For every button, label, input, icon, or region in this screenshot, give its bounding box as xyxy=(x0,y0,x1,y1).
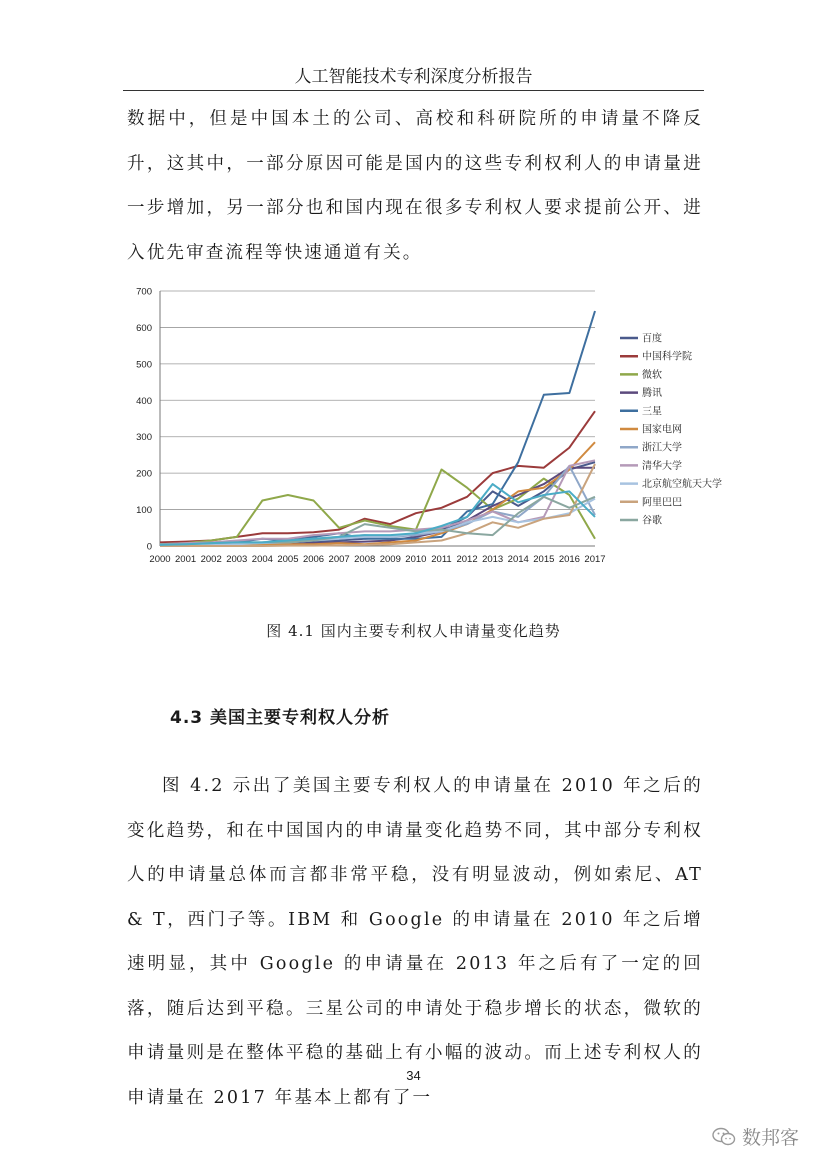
x-tick-label: 2015 xyxy=(533,554,555,565)
x-tick-label: 2009 xyxy=(379,554,401,565)
legend-label: 浙江大学 xyxy=(642,442,682,454)
page-number: 34 xyxy=(406,1068,421,1083)
y-tick-label: 400 xyxy=(136,395,152,407)
legend-label: 谷歌 xyxy=(642,515,662,527)
report-header-title: 人工智能技术专利深度分析报告 xyxy=(294,67,533,87)
intro-paragraph: 数据中，但是中国本土的公司、高校和科研院所的申请量不降反升，这其中，一部分原因可能是国内的这些专利权利人的申请量进一步增加，另一部分也和国内现在很多专利权人要求提前公开、进入优先审查流程等快速通道有关。 xyxy=(127,109,703,263)
header-divider xyxy=(123,90,704,91)
body-paragraph: 图 4.2 示出了美国主要专利权人的申请量在 2010 年之后的变化趋势，和在中国国内的申请量变化趋势不同，其中部分专利权人的申请量总体而言都非常平稳，没有明显波动，例如索尼、AT & T，西门子等。IBM 和 Google 的申请量在 2010 年之后增速明显，其中 Google 的申请量在 2013 年之后有了一定的回落，随后达到平稳。三星公司的申请处于稳步增长的状态，微软的申请量则是在整体平稳的基础上有小幅的波动。而上述专利权人的申请量在 2017 年基本上都有了一 xyxy=(127,776,703,1108)
patent-trend-line-chart xyxy=(125,280,735,570)
chart-grid xyxy=(160,291,595,510)
watermark xyxy=(712,1123,799,1150)
y-tick-label: 100 xyxy=(136,505,152,517)
chart-axes xyxy=(136,287,605,566)
x-tick-label: 2012 xyxy=(456,554,478,565)
x-tick-label: 2011 xyxy=(431,554,452,565)
y-tick-label: 200 xyxy=(136,468,152,480)
chart-series xyxy=(160,311,595,546)
y-tick-label: 0 xyxy=(146,541,152,553)
series-line-国家电网 xyxy=(160,442,595,545)
series-line-百度 xyxy=(160,462,595,545)
legend-label: 阿里巴巴 xyxy=(642,497,682,509)
x-tick-label: 2007 xyxy=(328,554,350,565)
y-tick-label: 700 xyxy=(136,286,152,298)
section-heading: 4.3 美国主要专利权人分析 xyxy=(170,708,391,728)
y-tick-label: 600 xyxy=(136,322,152,334)
legend-label: 百度 xyxy=(642,333,662,345)
figure-caption: 图 4.1 国内主要专利权人申请量变化趋势 xyxy=(266,622,561,640)
legend-label: 中国科学院 xyxy=(642,351,692,363)
x-tick-label: 2000 xyxy=(149,554,171,565)
wechat-icon xyxy=(712,1127,736,1147)
x-tick-label: 2008 xyxy=(354,554,376,565)
x-tick-label: 2005 xyxy=(277,554,299,565)
series-line-series-11 xyxy=(160,484,595,545)
legend-label: 三星 xyxy=(642,406,662,418)
chart-legend xyxy=(620,332,722,527)
y-tick-label: 500 xyxy=(136,359,152,371)
legend-label: 清华大学 xyxy=(642,460,682,472)
legend-label: 腾讯 xyxy=(642,388,662,400)
x-tick-label: 2001 xyxy=(175,554,197,565)
legend-label: 微软 xyxy=(642,369,662,381)
watermark-text: 数邦客 xyxy=(742,1127,800,1149)
legend-label: 北京航空航天大学 xyxy=(642,479,722,491)
x-tick-label: 2017 xyxy=(584,554,606,565)
x-tick-label: 2010 xyxy=(405,554,427,565)
x-tick-label: 2004 xyxy=(251,554,273,565)
x-tick-label: 2003 xyxy=(226,554,248,565)
legend-label: 国家电网 xyxy=(642,424,682,436)
x-tick-label: 2013 xyxy=(482,554,504,565)
x-tick-label: 2002 xyxy=(200,554,222,565)
x-tick-label: 2006 xyxy=(302,554,325,565)
x-tick-label: 2016 xyxy=(558,554,580,565)
y-tick-label: 300 xyxy=(136,432,152,444)
x-tick-label: 2014 xyxy=(507,554,529,565)
